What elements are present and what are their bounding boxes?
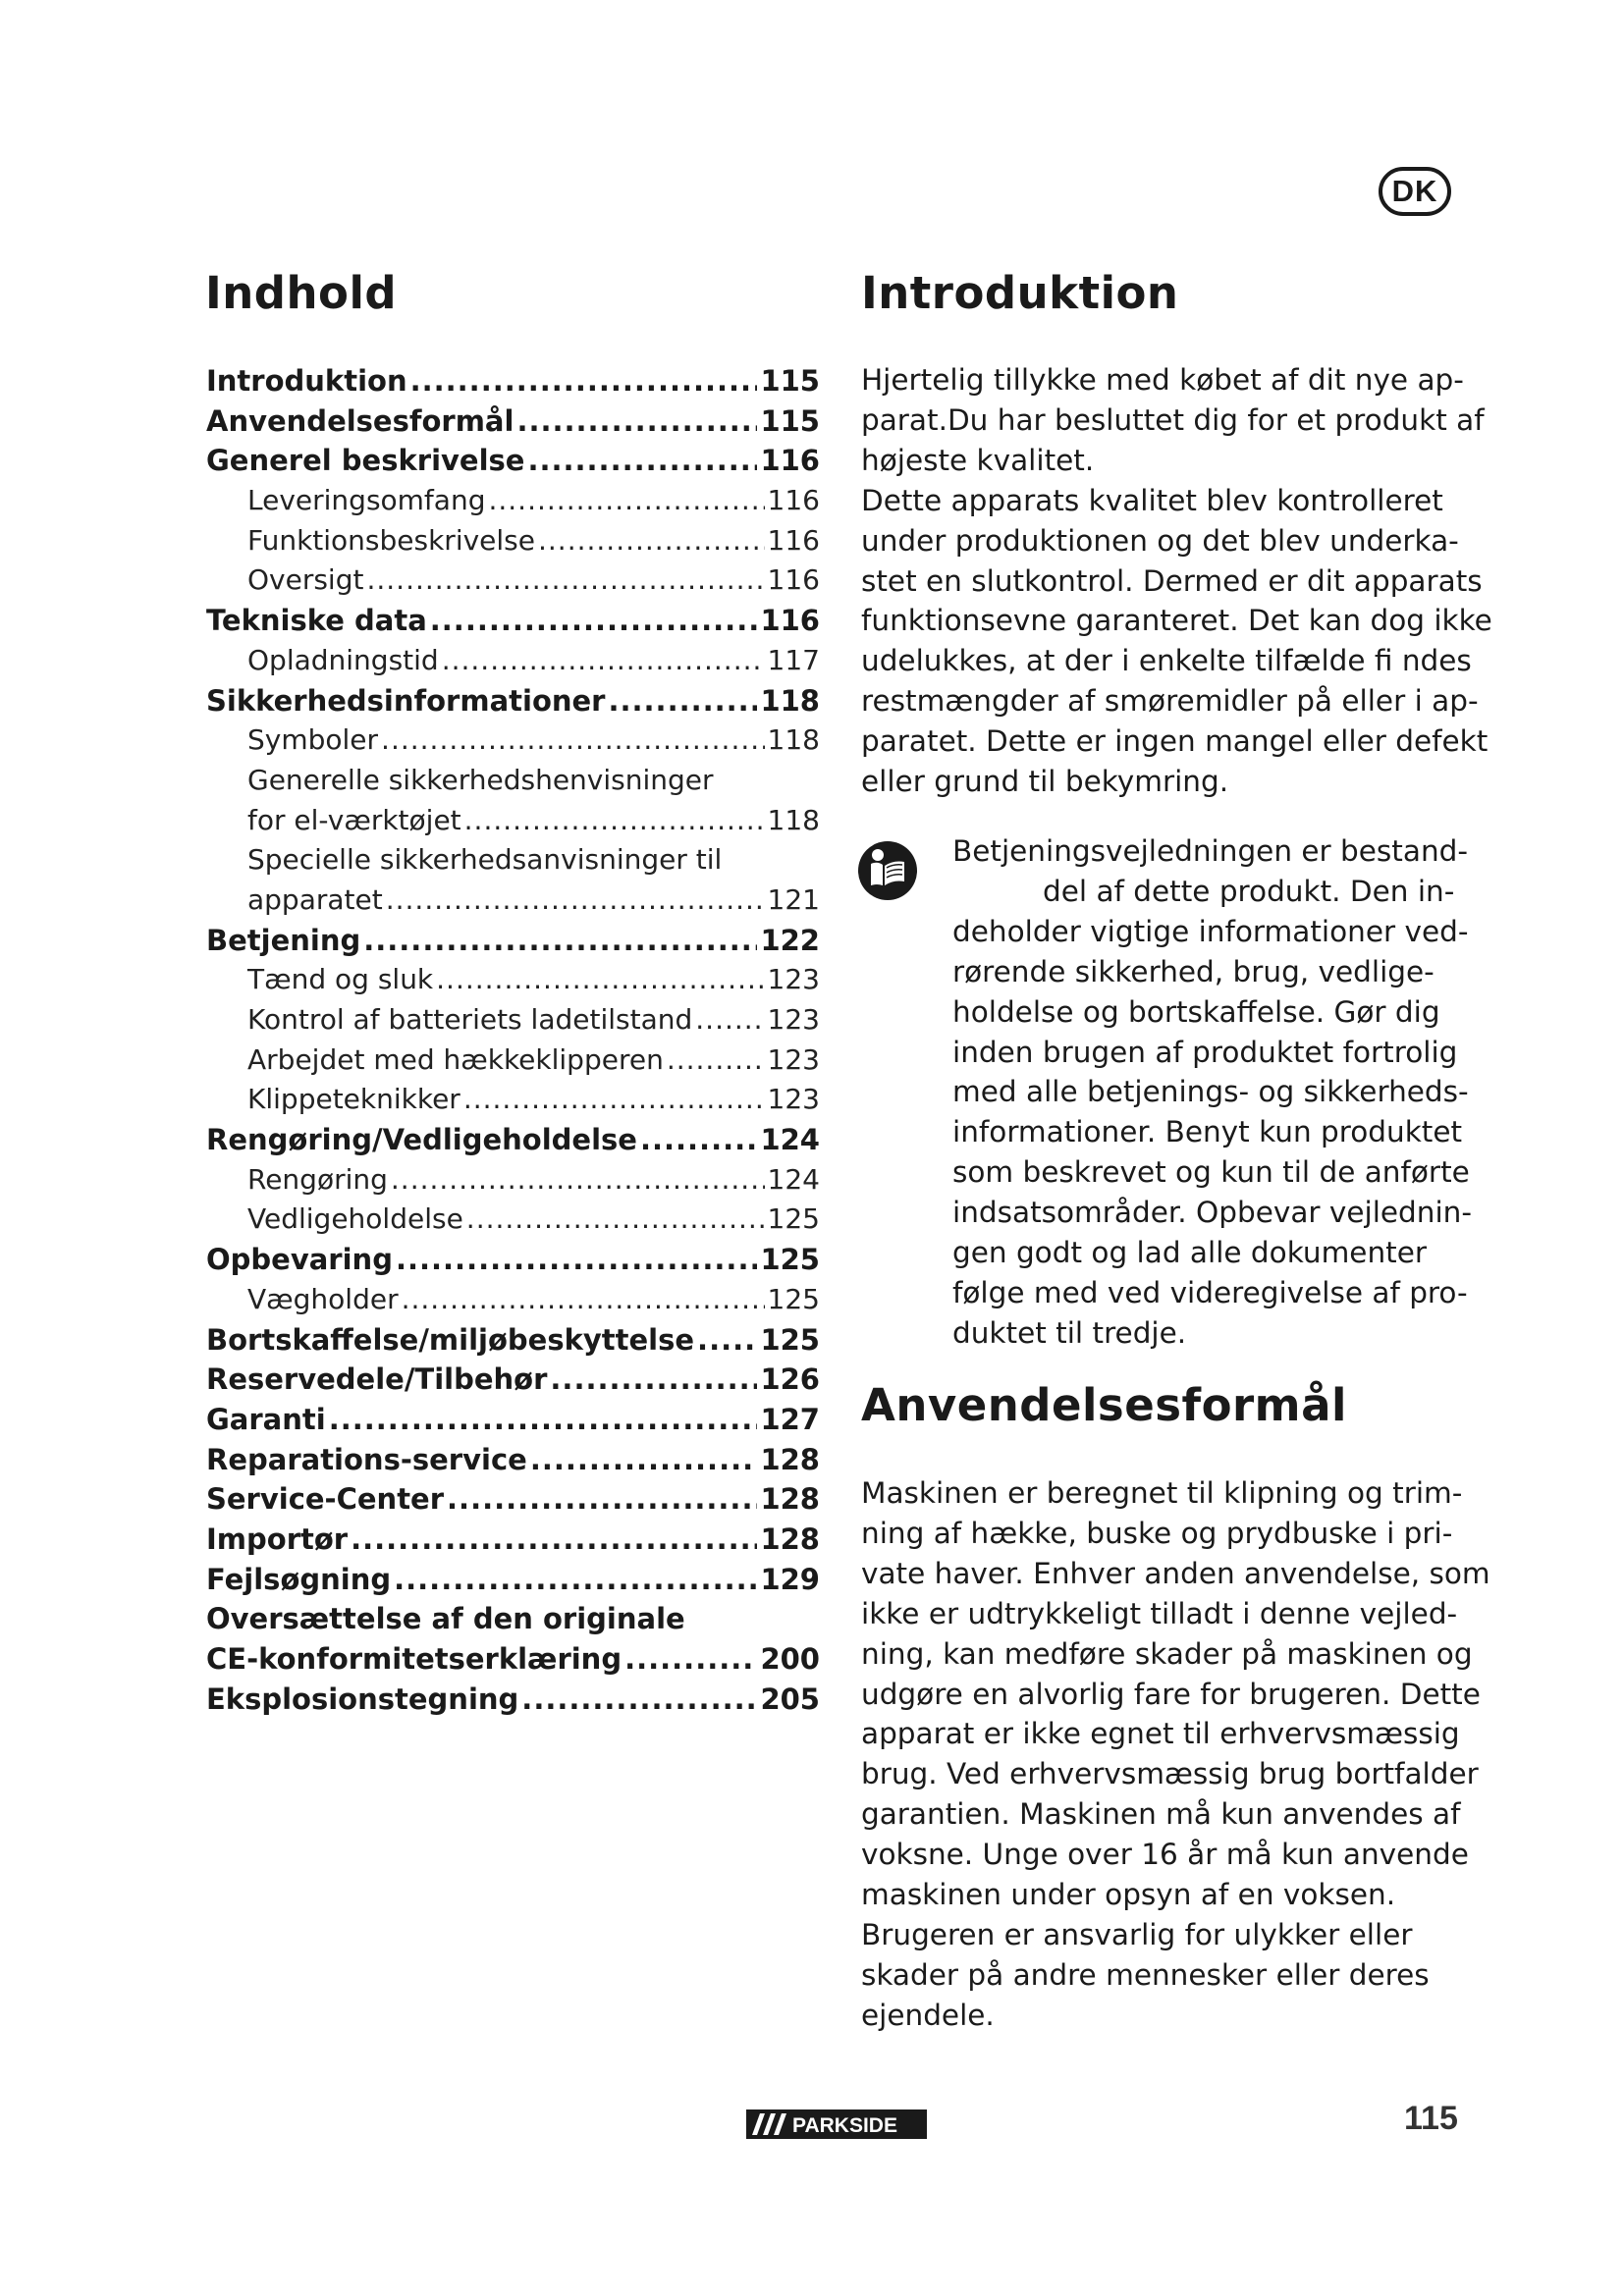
note-line: som beskrevet og kun til de anførte <box>952 1155 1470 1190</box>
toc-entry-page: 122 <box>760 923 820 957</box>
toc-entry-label: Service-Center <box>206 1482 445 1517</box>
toc-entry <box>206 1323 820 1363</box>
toc-leader-dots <box>697 1323 757 1357</box>
toc-entry-label: Leveringsomfang <box>247 484 486 517</box>
toc-entry-label: Eksplosionstegning <box>206 1682 519 1716</box>
toc-entry-label: Generelle sikkerhedshenvisninger <box>247 763 714 796</box>
toc-entry-label: Vægholder <box>247 1282 399 1315</box>
toc-entry-page: 127 <box>760 1402 820 1436</box>
toc-leader-dots <box>386 883 765 916</box>
toc-title: Indhold <box>205 267 398 319</box>
toc-entry-page: 200 <box>760 1642 820 1676</box>
toc-entry <box>206 1202 820 1243</box>
toc-entry-page: 115 <box>760 403 820 438</box>
toc-leader-dots <box>538 524 765 557</box>
toc-entry-label: Oversigt <box>247 563 364 597</box>
toc-leader-dots <box>447 1482 757 1516</box>
table-of-contents <box>206 364 820 1722</box>
purpose-line: skader på andre mennesker eller deres <box>861 1957 1430 1992</box>
toc-entry-label: Opbevaring <box>206 1243 393 1277</box>
toc-entry-page: 117 <box>767 643 820 676</box>
purpose-paragraph <box>861 1473 1490 2036</box>
toc-entry-label: Garanti <box>206 1402 326 1436</box>
toc-leader-dots <box>516 404 757 438</box>
toc-entry-label: Introduktion <box>206 364 407 398</box>
toc-entry <box>206 1283 820 1323</box>
toc-leader-dots <box>436 963 764 995</box>
toc-entry-page: 118 <box>760 683 820 718</box>
toc-entry-label: Funktionsbeskrivelse <box>247 523 535 557</box>
toc-entry-label: Klippeteknikker <box>247 1083 460 1116</box>
toc-entry-page: 115 <box>760 364 820 398</box>
intro-line: udelukkes, at der i enkelte tilfælde fi ndes <box>861 644 1472 678</box>
toc-entry-label: Fejlsøgning <box>206 1562 392 1596</box>
note-line: med alle betjenings- og sikkerheds- <box>952 1075 1469 1109</box>
toc-leader-dots <box>640 1123 757 1156</box>
toc-entry <box>206 563 820 604</box>
toc-entry-label: Rengøring/Vedligeholdelse <box>206 1123 637 1157</box>
toc-entry <box>206 1443 820 1483</box>
toc-leader-dots <box>430 604 758 637</box>
purpose-title: Anvendelsesformål <box>861 1379 1347 1431</box>
toc-leader-dots <box>463 1083 765 1115</box>
toc-leader-dots <box>442 644 765 676</box>
toc-entry-label: Tekniske data <box>206 604 427 638</box>
toc-entry-label: Anvendelsesformål <box>206 403 514 438</box>
toc-leader-dots <box>667 1043 765 1076</box>
toc-entry-page: 116 <box>767 484 820 517</box>
toc-entry-page: 125 <box>767 1202 820 1236</box>
toc-entry <box>206 1642 820 1682</box>
toc-entry-label: Generel beskrivelse <box>206 444 525 478</box>
note-line: følge med ved videregivelse af pro- <box>952 1275 1468 1309</box>
purpose-line: udgøre en alvorlig fare for brugeren. Dette <box>861 1677 1481 1711</box>
note-line: gen godt og lad alle dokumenter <box>952 1236 1427 1270</box>
purpose-line: maskinen under opsyn af en voksen. <box>861 1878 1396 1912</box>
purpose-line: Maskinen er beregnet til klipning og trim- <box>861 1476 1463 1510</box>
toc-leader-dots <box>394 1563 757 1596</box>
toc-leader-dots <box>530 1443 758 1476</box>
toc-entry-label: Tænd og sluk <box>247 963 434 996</box>
toc-entry-label: Arbejdet med hækkeklipperen <box>247 1042 664 1076</box>
toc-entry-label: Vedligeholdelse <box>247 1202 463 1236</box>
intro-line: eller grund til bekymring. <box>861 765 1229 799</box>
toc-entry-label: Oversættelse af den originale <box>206 1602 685 1636</box>
toc-entry <box>206 843 820 883</box>
intro-line: stet en slutkontrol. Dermed er dit apparats <box>861 563 1483 598</box>
toc-entry-page: 116 <box>767 523 820 557</box>
toc-entry <box>206 723 820 764</box>
intro-line: under produktionen og det blev underka- <box>861 523 1459 558</box>
toc-entry <box>206 1522 820 1563</box>
toc-entry <box>206 1163 820 1203</box>
language-badge: DK <box>1379 167 1451 216</box>
purpose-line: brug. Ved erhvervsmæssig brug bortfalder <box>861 1757 1479 1791</box>
toc-entry-label: Bortskaffelse/miljøbeskyttelse <box>206 1322 695 1357</box>
toc-entry-label: Opladningstid <box>247 643 439 676</box>
toc-entry-page: 116 <box>760 604 820 638</box>
note-line: indsatsområder. Opbevar vejlednin- <box>952 1196 1473 1230</box>
toc-entry-page: 123 <box>767 1042 820 1076</box>
toc-entry-page: 126 <box>760 1362 820 1397</box>
toc-entry <box>206 1482 820 1522</box>
toc-entry-label: Sikkerhedsinformationer <box>206 683 606 718</box>
toc-entry-page: 118 <box>767 803 820 836</box>
toc-entry-label: apparatet <box>247 882 383 916</box>
purpose-line: ning af hække, buske og prydbuske i pri- <box>861 1516 1453 1550</box>
toc-entry <box>206 1003 820 1043</box>
toc-entry <box>206 364 820 404</box>
note-line: Betjeningsvejledningen er bestand- <box>952 834 1469 868</box>
toc-entry <box>206 684 820 724</box>
toc-entry-page: 123 <box>767 1083 820 1116</box>
toc-leader-dots <box>527 444 757 477</box>
intro-line: højeste kvalitet. <box>861 443 1095 477</box>
note-line: duktet til tredje. <box>952 1315 1187 1350</box>
toc-entry <box>206 1123 820 1163</box>
toc-entry <box>206 524 820 564</box>
intro-line: Hjertelig tillykke med købet af dit nye ap- <box>861 363 1464 397</box>
toc-entry <box>206 963 820 1003</box>
toc-leader-dots <box>351 1522 757 1556</box>
toc-entry <box>206 1682 820 1723</box>
toc-entry-page: 125 <box>760 1322 820 1357</box>
toc-leader-dots <box>521 1682 757 1716</box>
toc-entry-label: for el-værktøjet <box>247 803 461 836</box>
toc-entry-page: 116 <box>767 563 820 597</box>
note-line: rørende sikkerhed, brug, vedlige- <box>952 954 1435 988</box>
toc-leader-dots <box>695 1003 764 1036</box>
toc-leader-dots <box>488 484 764 516</box>
toc-leader-dots <box>363 924 757 957</box>
toc-entry <box>206 1362 820 1403</box>
toc-entry-label: CE-konformitetserklæring <box>206 1642 623 1676</box>
toc-entry-label: Symboler <box>247 723 379 757</box>
toc-entry-page: 128 <box>760 1522 820 1556</box>
toc-entry <box>206 604 820 644</box>
toc-leader-dots <box>464 804 765 836</box>
toc-entry <box>206 883 820 924</box>
page-number: 115 <box>1404 2100 1458 2137</box>
toc-entry-page: 128 <box>760 1442 820 1476</box>
toc-entry <box>206 1403 820 1443</box>
note-line: deholder vigtige informationer ved- <box>952 914 1469 948</box>
toc-entry <box>206 484 820 524</box>
toc-entry-page: 123 <box>767 1003 820 1036</box>
toc-entry <box>206 804 820 844</box>
toc-entry-page: 118 <box>767 723 820 757</box>
toc-leader-dots <box>381 723 765 756</box>
toc-entry-page: 125 <box>760 1243 820 1277</box>
toc-leader-dots <box>608 684 757 718</box>
toc-entry-page: 123 <box>767 963 820 996</box>
manual-note <box>952 831 1472 1354</box>
toc-leader-dots <box>402 1283 765 1315</box>
toc-leader-dots <box>396 1243 757 1276</box>
toc-entry <box>206 444 820 484</box>
toc-leader-dots <box>624 1642 757 1676</box>
intro-line: parat.Du har besluttet dig for et produkt af <box>861 402 1485 437</box>
toc-entry-page: 125 <box>767 1282 820 1315</box>
intro-line: paratet. Dette er ingen mangel eller defekt <box>861 724 1489 759</box>
toc-entry-label: Specielle sikkerhedsanvisninger til <box>247 843 723 877</box>
toc-entry-page: 121 <box>767 882 820 916</box>
purpose-line: ikke er udtrykkeligt tilladt i denne vejled- <box>861 1596 1458 1630</box>
toc-entry <box>206 764 820 804</box>
note-line: holdelse og bortskaffelse. Gør dig <box>952 994 1440 1029</box>
toc-entry-page: 124 <box>760 1123 820 1157</box>
toc-entry-label: Rengøring <box>247 1162 388 1196</box>
toc-entry <box>206 1563 820 1603</box>
intro-line: Dette apparats kvalitet blev kontrolleret <box>861 483 1443 517</box>
toc-leader-dots <box>329 1403 758 1436</box>
svg-text:PARKSIDE: PARKSIDE <box>792 2114 897 2137</box>
toc-entry-page: 124 <box>767 1162 820 1196</box>
toc-entry <box>206 1043 820 1084</box>
toc-entry-label: Betjening <box>206 923 361 957</box>
toc-entry <box>206 924 820 964</box>
toc-entry <box>206 404 820 445</box>
purpose-line: garantien. Maskinen må kun anvendes af <box>861 1797 1461 1832</box>
toc-entry <box>206 1243 820 1283</box>
intro-paragraph <box>861 360 1492 802</box>
toc-entry-label: Reparations-service <box>206 1442 527 1476</box>
toc-entry-page: 129 <box>760 1562 820 1596</box>
purpose-line: vate haver. Enhver anden anvendelse, som <box>861 1556 1490 1590</box>
note-line: inden brugen af produktet fortrolig <box>952 1035 1458 1069</box>
parkside-logo <box>746 2109 927 2139</box>
toc-leader-dots <box>391 1163 765 1196</box>
note-line: del af dette produkt. Den in- <box>1043 874 1455 908</box>
intro-line: funktionsevne garanteret. Det kan dog ikke <box>861 604 1492 638</box>
purpose-line: apparat er ikke egnet til erhvervsmæssig <box>861 1717 1460 1751</box>
toc-entry-label: Kontrol af batteriets ladetilstand <box>247 1003 693 1036</box>
toc-entry <box>206 644 820 684</box>
purpose-line: Brugeren er ansvarlig for ulykker eller <box>861 1917 1413 1951</box>
purpose-line: ning, kan medføre skader på maskinen og <box>861 1636 1473 1671</box>
intro-line: restmængder af smøremidler på eller i ap- <box>861 684 1479 719</box>
toc-entry-page: 128 <box>760 1482 820 1517</box>
toc-entry <box>206 1602 820 1642</box>
toc-entry <box>206 1083 820 1123</box>
purpose-line: voksne. Unge over 16 år må kun anvende <box>861 1838 1469 1872</box>
purpose-line: ejendele. <box>861 1998 995 2032</box>
toc-entry-label: Reservedele/Tilbehør <box>206 1362 548 1397</box>
toc-leader-dots <box>550 1362 757 1396</box>
note-line: informationer. Benyt kun produktet <box>952 1115 1463 1149</box>
toc-entry-page: 205 <box>760 1682 820 1716</box>
toc-leader-dots <box>366 563 764 596</box>
toc-leader-dots <box>410 364 758 398</box>
read-manual-icon <box>857 840 918 901</box>
intro-title: Introduktion <box>861 267 1179 319</box>
toc-entry-label: Importør <box>206 1522 349 1556</box>
toc-leader-dots <box>466 1202 765 1235</box>
toc-entry-page: 116 <box>760 444 820 478</box>
